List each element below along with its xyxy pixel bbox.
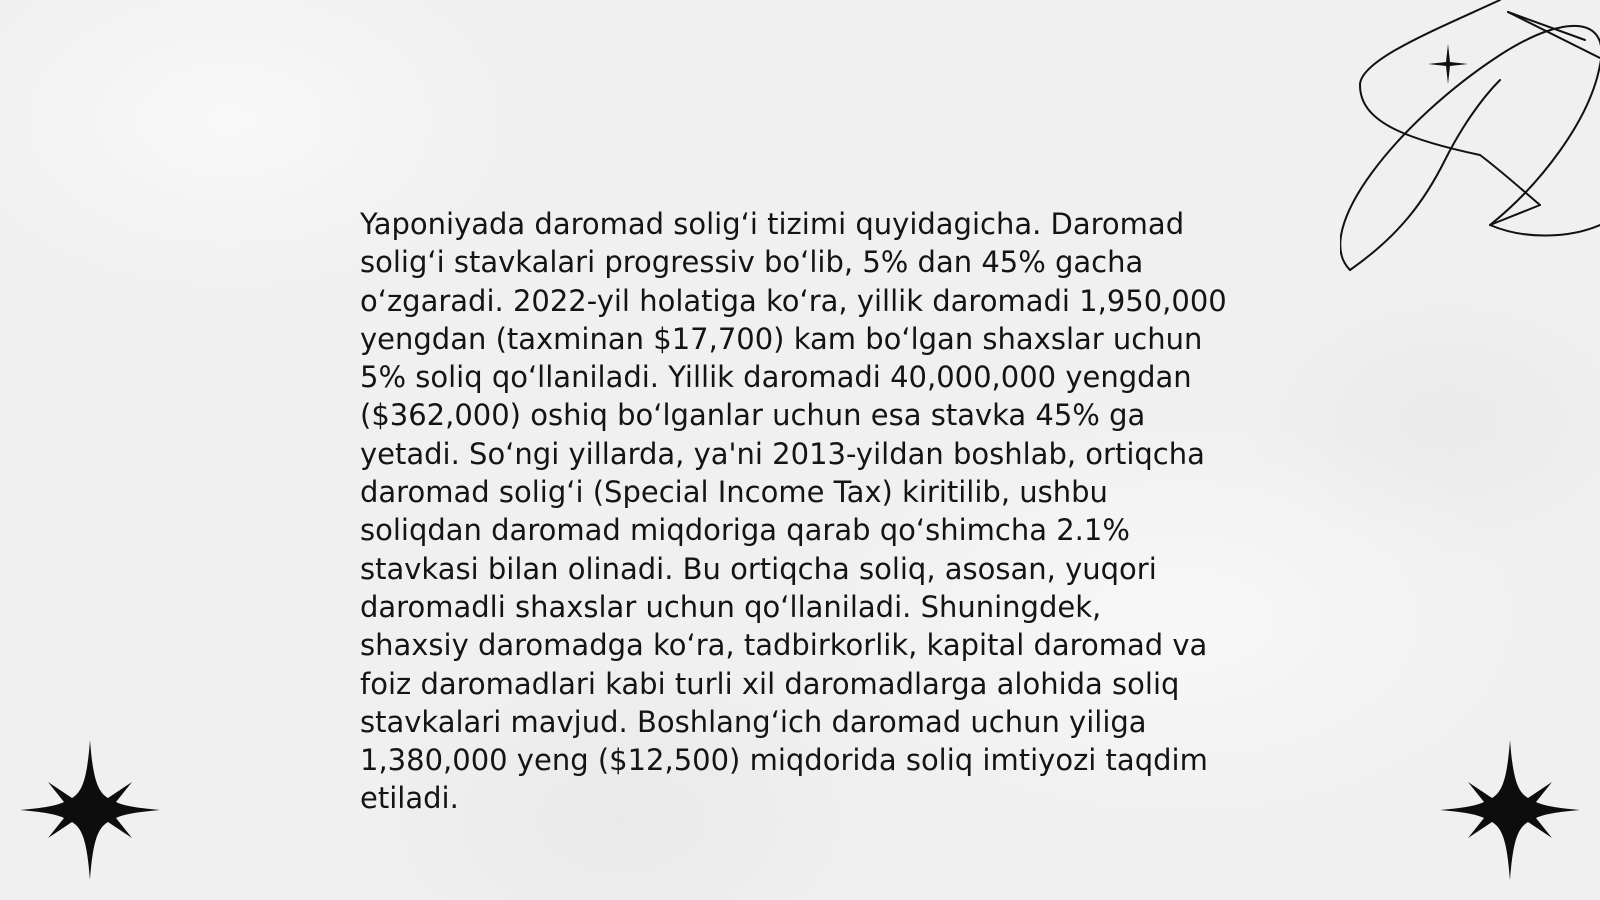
four-point-star-icon [20,740,160,880]
four-point-star-icon [1440,740,1580,880]
body-paragraph: Yaponiyada daromad solig‘i tizimi quyidagicha. Daromad solig‘i stavkalari progressiv bo‘lib, 5% dan 45% gacha o‘zgaradi. 2022-yil holatiga ko‘ra, yillik daromadi 1,950,000 yengdan (taxminan $17,700) kam bo‘lgan shaxslar uchun 5% soliq qo‘llaniladi. Yillik daromadi 40,000,000 yengdan ($362,000) oshiq bo‘lganlar uchun esa stavka 45% ga yetadi. So‘ngi yillarda, ya'ni 2013-yildan boshlab, ortiqcha daromad solig‘i (Special Income Tax) kiritilib, ushbu soliqdan daromad miqdoriga qarab qo‘shimcha 2.1% stavkasi bilan olinadi. Bu ortiqcha soliq, asosan, yuqori daromadli shaxslar uchun qo‘llaniladi. Shuningdek, shaxsiy daromadga ko‘ra, tadbirkorlik, kapital daromad va foiz daromadlari kabi turli xil daromadlarga alohida soliq stavkalari mavjud. Boshlang‘ich daromad uchun yiliga 1,380,000 yeng ($12,500) miqdorida soliq imtiyozi taqdim etiladi. [360,207,1227,816]
orbit-swirl-icon [1340,0,1600,290]
sparkle-cross-icon [1428,44,1468,84]
